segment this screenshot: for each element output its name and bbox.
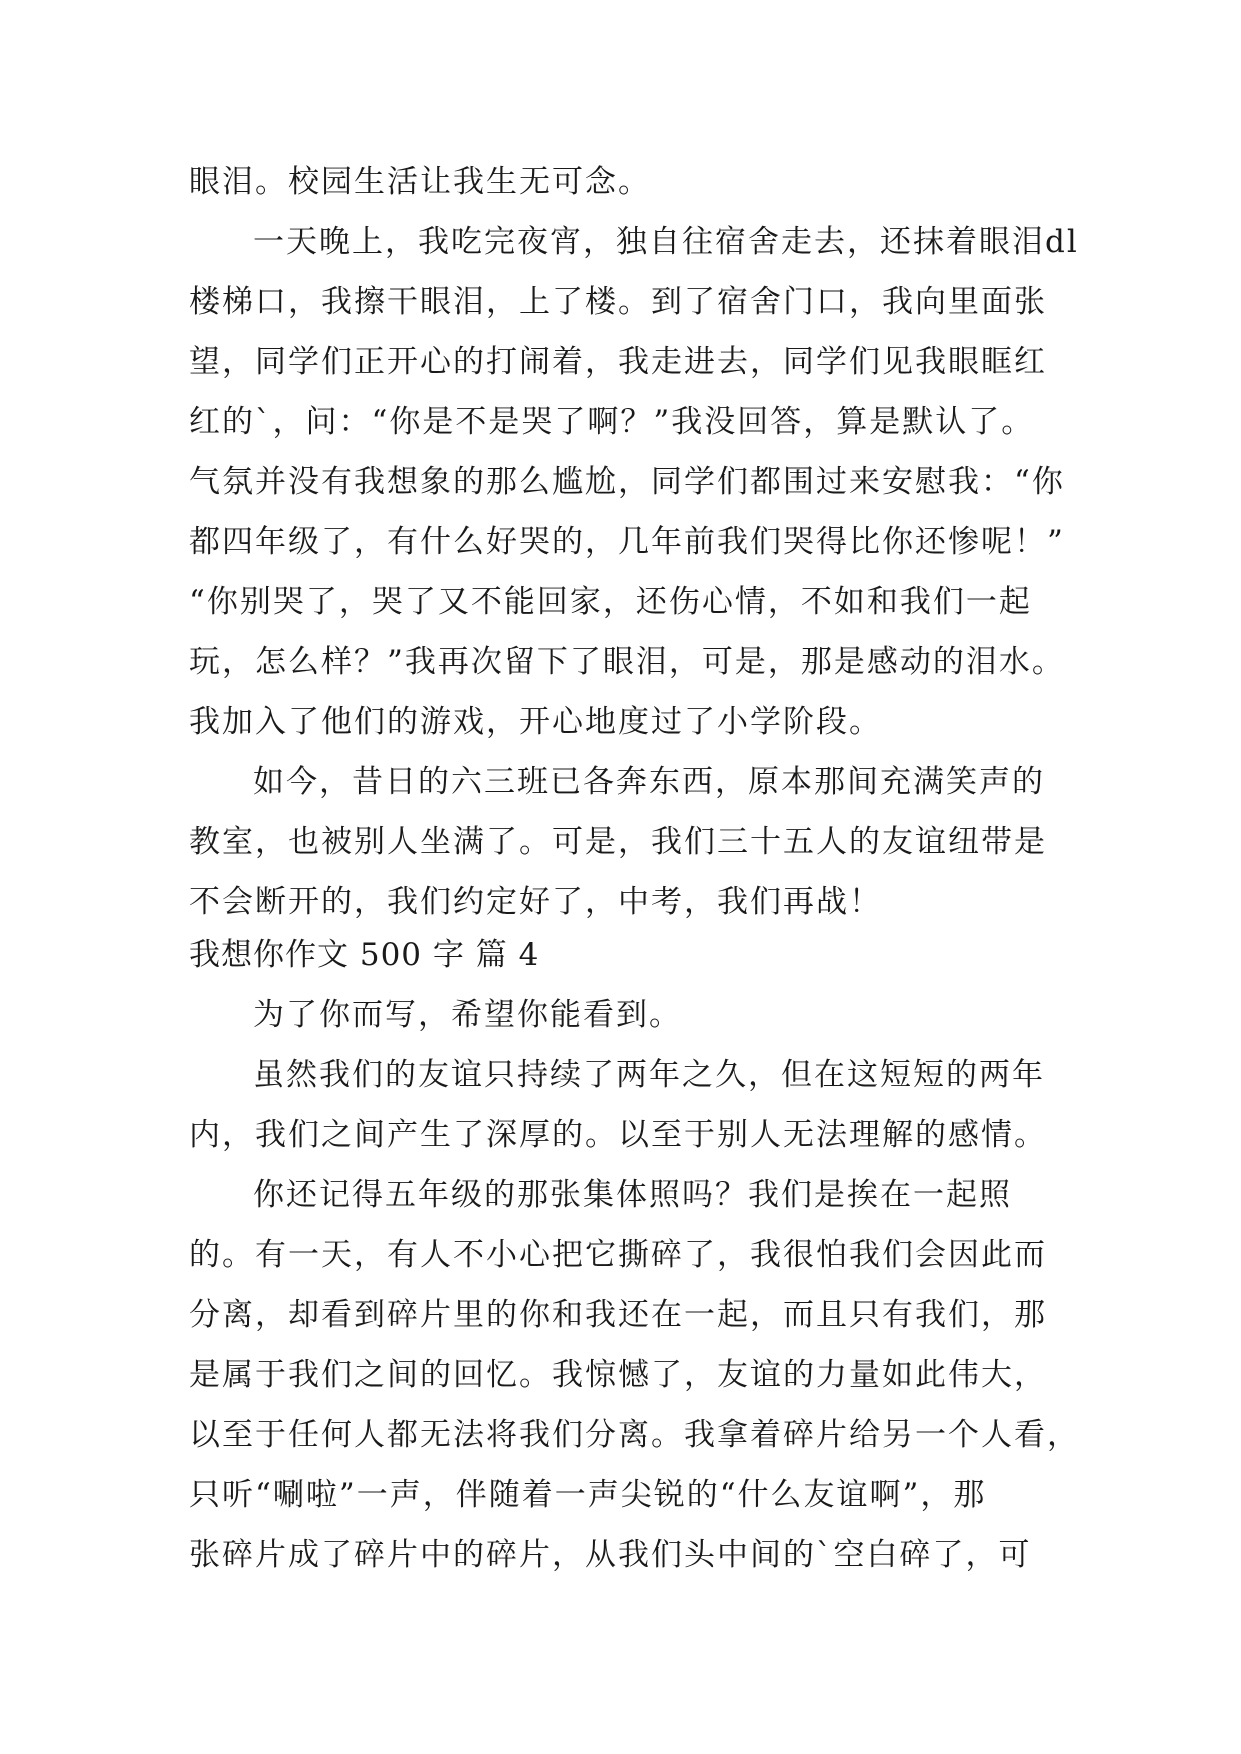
text-line: 红的`，问：“你是不是哭了啊？”我没回答，算是默认了。 bbox=[189, 404, 1035, 440]
text-line: 不会断开的，我们约定好了，中考，我们再战！ bbox=[189, 884, 882, 920]
text-line: 你还记得五年级的那张集体照吗？我们是挨在一起照 bbox=[253, 1177, 1012, 1213]
text-line: 如今，昔日的六三班已各奔东西，原本那间充满笑声的 bbox=[253, 764, 1045, 800]
text-line: 以至于任何人都无法将我们分离。我拿着碎片给另一个人看， bbox=[189, 1417, 1080, 1453]
text-line: 玩，怎么样？”我再次留下了眼泪，可是，那是感动的泪水。 bbox=[189, 644, 1065, 680]
text-line: 分离，却看到碎片里的你和我还在一起，而且只有我们，那 bbox=[189, 1297, 1047, 1333]
text-line: 虽然我们的友谊只持续了两年之久，但在这短短的两年 bbox=[253, 1057, 1045, 1093]
text-line: 一天晚上，我吃完夜宵，独自往宿舍走去，还抹着眼泪dl bbox=[253, 224, 1079, 260]
section-heading: 我想你作文 500 字 篇 4 bbox=[189, 937, 540, 973]
text-line: 只听“唰啦”一声，伴随着一声尖锐的“什么友谊啊”，那 bbox=[189, 1477, 987, 1513]
text-line: 眼泪。校园生活让我生无可念。 bbox=[189, 164, 651, 200]
text-line: “你别哭了，哭了又不能回家，还伤心情，不如和我们一起 bbox=[189, 584, 1032, 620]
text-line: 的。有一天，有人不小心把它撕碎了，我很怕我们会因此而 bbox=[189, 1237, 1047, 1273]
text-line: 教室，也被别人坐满了。可是，我们三十五人的友谊纽带是 bbox=[189, 824, 1047, 860]
text-line: 是属于我们之间的回忆。我惊憾了，友谊的力量如此伟大， bbox=[189, 1357, 1047, 1393]
text-line: 为了你而写，希望你能看到。 bbox=[253, 997, 682, 1033]
text-line: 楼梯口，我擦干眼泪，上了楼。到了宿舍门口，我向里面张 bbox=[189, 284, 1047, 320]
text-line: 内，我们之间产生了深厚的。以至于别人无法理解的感情。 bbox=[189, 1117, 1047, 1153]
text-line: 望，同学们正开心的打闹着，我走进去，同学们见我眼眶红 bbox=[189, 344, 1047, 380]
text-line: 张碎片成了碎片中的碎片，从我们头中间的`空白碎了，可 bbox=[189, 1537, 1032, 1573]
text-line: 气氛并没有我想象的那么尴尬，同学们都围过来安慰我：“你 bbox=[189, 464, 1065, 500]
text-line: 我加入了他们的游戏，开心地度过了小学阶段。 bbox=[189, 704, 882, 740]
text-line: 都四年级了，有什么好哭的，几年前我们哭得比你还惨呢！” bbox=[189, 524, 1065, 560]
